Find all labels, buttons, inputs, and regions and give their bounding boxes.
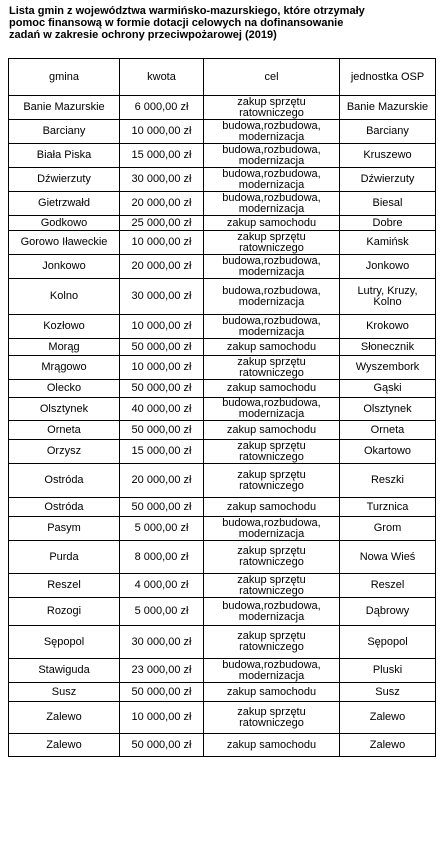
cell-osp: Barciany bbox=[340, 120, 436, 144]
column-header-osp: jednostka OSP bbox=[340, 59, 436, 96]
cell-kwota: 30 000,00 zł bbox=[120, 279, 204, 315]
cell-gmina: Godkowo bbox=[9, 216, 120, 231]
cell-gmina: Banie Mazurskie bbox=[9, 96, 120, 120]
column-header-gmina: gmina bbox=[9, 59, 120, 96]
table-row bbox=[9, 398, 436, 421]
cell-kwota: 15 000,00 zł bbox=[120, 144, 204, 168]
cell-kwota: 20 000,00 zł bbox=[120, 192, 204, 216]
table-row bbox=[9, 339, 436, 356]
cell-cel: zakup sprzętu ratowniczego bbox=[204, 440, 340, 464]
cell-kwota: 8 000,00 zł bbox=[120, 541, 204, 574]
cell-osp: Grom bbox=[340, 517, 436, 541]
title-line: zadań w zakresie ochrony przeciwpożarowej (2019) bbox=[9, 29, 277, 41]
cell-osp: Jonkowo bbox=[340, 255, 436, 279]
table-row bbox=[9, 255, 436, 279]
cell-kwota: 50 000,00 zł bbox=[120, 683, 204, 702]
cell-gmina: Susz bbox=[9, 683, 120, 702]
cell-cel: zakup samochodu bbox=[204, 683, 340, 702]
table-row bbox=[9, 574, 436, 598]
title-line: pomoc finansową w formie dotacji celowych na dofinansowanie bbox=[9, 17, 344, 29]
table-row bbox=[9, 380, 436, 398]
cell-gmina: Zalewo bbox=[9, 702, 120, 734]
cell-osp: Banie Mazurskie bbox=[340, 96, 436, 120]
table-row bbox=[9, 734, 436, 757]
cell-kwota: 6 000,00 zł bbox=[120, 96, 204, 120]
cell-cel: zakup sprzętu ratowniczego bbox=[204, 574, 340, 598]
cell-cel: zakup samochodu bbox=[204, 380, 340, 398]
document-title bbox=[9, 5, 434, 41]
cell-osp: Orneta bbox=[340, 421, 436, 440]
cell-osp: Reszel bbox=[340, 574, 436, 598]
cell-cel: zakup samochodu bbox=[204, 498, 340, 517]
cell-cel: zakup sprzętu ratowniczego bbox=[204, 356, 340, 380]
cell-osp: Pluski bbox=[340, 659, 436, 683]
cell-gmina: Stawiguda bbox=[9, 659, 120, 683]
cell-kwota: 15 000,00 zł bbox=[120, 440, 204, 464]
cell-gmina: Mrągowo bbox=[9, 356, 120, 380]
cell-cel: budowa,rozbudowa, modernizacja bbox=[204, 315, 340, 339]
cell-cel: budowa,rozbudowa, modernizacja bbox=[204, 279, 340, 315]
cell-kwota: 20 000,00 zł bbox=[120, 464, 204, 498]
funding-table-body bbox=[9, 59, 436, 757]
cell-osp: Olsztynek bbox=[340, 398, 436, 421]
cell-kwota: 10 000,00 zł bbox=[120, 356, 204, 380]
cell-cel: budowa,rozbudowa, modernizacja bbox=[204, 598, 340, 626]
cell-gmina: Kozłowo bbox=[9, 315, 120, 339]
title-line: Lista gmin z województwa warmińsko-mazurskiego, które otrzymały bbox=[9, 5, 365, 17]
table-row bbox=[9, 315, 436, 339]
cell-osp: Lutry, Kruzy, Kolno bbox=[340, 279, 436, 315]
cell-osp: Wyszembork bbox=[340, 356, 436, 380]
cell-kwota: 25 000,00 zł bbox=[120, 216, 204, 231]
cell-kwota: 4 000,00 zł bbox=[120, 574, 204, 598]
cell-gmina: Olsztynek bbox=[9, 398, 120, 421]
cell-cel: zakup sprzętu ratowniczego bbox=[204, 541, 340, 574]
table-row bbox=[9, 231, 436, 255]
cell-osp: Słonecznik bbox=[340, 339, 436, 356]
cell-osp: Okartowo bbox=[340, 440, 436, 464]
cell-gmina: Reszel bbox=[9, 574, 120, 598]
cell-gmina: Gorowo Iławeckie bbox=[9, 231, 120, 255]
cell-osp: Gąski bbox=[340, 380, 436, 398]
cell-kwota: 20 000,00 zł bbox=[120, 255, 204, 279]
cell-osp: Krokowo bbox=[340, 315, 436, 339]
cell-cel: budowa,rozbudowa, modernizacja bbox=[204, 144, 340, 168]
funding-table bbox=[8, 58, 436, 757]
cell-gmina: Purda bbox=[9, 541, 120, 574]
cell-cel: zakup samochodu bbox=[204, 734, 340, 757]
cell-cel: budowa,rozbudowa, modernizacja bbox=[204, 120, 340, 144]
table-row bbox=[9, 144, 436, 168]
cell-cel: zakup sprzętu ratowniczego bbox=[204, 231, 340, 255]
header-row bbox=[9, 59, 436, 96]
cell-kwota: 50 000,00 zł bbox=[120, 421, 204, 440]
cell-gmina: Ostróda bbox=[9, 498, 120, 517]
cell-kwota: 10 000,00 zł bbox=[120, 702, 204, 734]
table-row bbox=[9, 626, 436, 659]
cell-kwota: 50 000,00 zł bbox=[120, 498, 204, 517]
cell-cel: zakup sprzętu ratowniczego bbox=[204, 702, 340, 734]
table-row bbox=[9, 517, 436, 541]
cell-gmina: Sępopol bbox=[9, 626, 120, 659]
cell-gmina: Pasym bbox=[9, 517, 120, 541]
table-row bbox=[9, 464, 436, 498]
cell-cel: zakup sprzętu ratowniczego bbox=[204, 464, 340, 498]
cell-osp: Reszki bbox=[340, 464, 436, 498]
cell-cel: budowa,rozbudowa, modernizacja bbox=[204, 168, 340, 192]
cell-gmina: Morąg bbox=[9, 339, 120, 356]
cell-gmina: Rozogi bbox=[9, 598, 120, 626]
cell-cel: budowa,rozbudowa, modernizacja bbox=[204, 192, 340, 216]
cell-kwota: 30 000,00 zł bbox=[120, 626, 204, 659]
cell-osp: Kamińsk bbox=[340, 231, 436, 255]
cell-osp: Dąbrowy bbox=[340, 598, 436, 626]
cell-gmina: Zalewo bbox=[9, 734, 120, 757]
cell-kwota: 5 000,00 zł bbox=[120, 517, 204, 541]
cell-osp: Zalewo bbox=[340, 734, 436, 757]
cell-kwota: 50 000,00 zł bbox=[120, 339, 204, 356]
table-row bbox=[9, 96, 436, 120]
cell-cel: zakup sprzętu ratowniczego bbox=[204, 96, 340, 120]
cell-kwota: 10 000,00 zł bbox=[120, 315, 204, 339]
table-row bbox=[9, 168, 436, 192]
cell-osp: Turznica bbox=[340, 498, 436, 517]
cell-cel: zakup sprzętu ratowniczego bbox=[204, 626, 340, 659]
cell-cel: budowa,rozbudowa, modernizacja bbox=[204, 659, 340, 683]
cell-cel: zakup samochodu bbox=[204, 339, 340, 356]
cell-gmina: Orzysz bbox=[9, 440, 120, 464]
table-row bbox=[9, 356, 436, 380]
table-row bbox=[9, 279, 436, 315]
cell-cel: budowa,rozbudowa, modernizacja bbox=[204, 398, 340, 421]
table-row bbox=[9, 421, 436, 440]
cell-osp: Dźwierzuty bbox=[340, 168, 436, 192]
column-header-kwota: kwota bbox=[120, 59, 204, 96]
table-row bbox=[9, 683, 436, 702]
cell-kwota: 10 000,00 zł bbox=[120, 231, 204, 255]
cell-kwota: 30 000,00 zł bbox=[120, 168, 204, 192]
cell-kwota: 5 000,00 zł bbox=[120, 598, 204, 626]
cell-cel: budowa,rozbudowa, modernizacja bbox=[204, 517, 340, 541]
table-row bbox=[9, 498, 436, 517]
table-row bbox=[9, 659, 436, 683]
cell-kwota: 50 000,00 zł bbox=[120, 380, 204, 398]
cell-kwota: 50 000,00 zł bbox=[120, 734, 204, 757]
cell-kwota: 23 000,00 zł bbox=[120, 659, 204, 683]
cell-osp: Susz bbox=[340, 683, 436, 702]
cell-cel: zakup samochodu bbox=[204, 421, 340, 440]
table-row bbox=[9, 192, 436, 216]
cell-gmina: Ostróda bbox=[9, 464, 120, 498]
table-row bbox=[9, 541, 436, 574]
cell-kwota: 40 000,00 zł bbox=[120, 398, 204, 421]
cell-osp: Nowa Wieś bbox=[340, 541, 436, 574]
column-header-cel: cel bbox=[204, 59, 340, 96]
table-row bbox=[9, 702, 436, 734]
cell-osp: Dobre bbox=[340, 216, 436, 231]
cell-gmina: Kolno bbox=[9, 279, 120, 315]
cell-gmina: Dźwierzuty bbox=[9, 168, 120, 192]
cell-gmina: Barciany bbox=[9, 120, 120, 144]
cell-gmina: Olecko bbox=[9, 380, 120, 398]
cell-gmina: Orneta bbox=[9, 421, 120, 440]
table-row bbox=[9, 598, 436, 626]
cell-gmina: Biała Piska bbox=[9, 144, 120, 168]
cell-gmina: Gietrzwałd bbox=[9, 192, 120, 216]
table-row bbox=[9, 216, 436, 231]
cell-kwota: 10 000,00 zł bbox=[120, 120, 204, 144]
cell-cel: budowa,rozbudowa, modernizacja bbox=[204, 255, 340, 279]
table-row bbox=[9, 120, 436, 144]
cell-osp: Biesal bbox=[340, 192, 436, 216]
table-row bbox=[9, 440, 436, 464]
cell-osp: Kruszewo bbox=[340, 144, 436, 168]
cell-osp: Sępopol bbox=[340, 626, 436, 659]
cell-cel: zakup samochodu bbox=[204, 216, 340, 231]
cell-osp: Zalewo bbox=[340, 702, 436, 734]
cell-gmina: Jonkowo bbox=[9, 255, 120, 279]
